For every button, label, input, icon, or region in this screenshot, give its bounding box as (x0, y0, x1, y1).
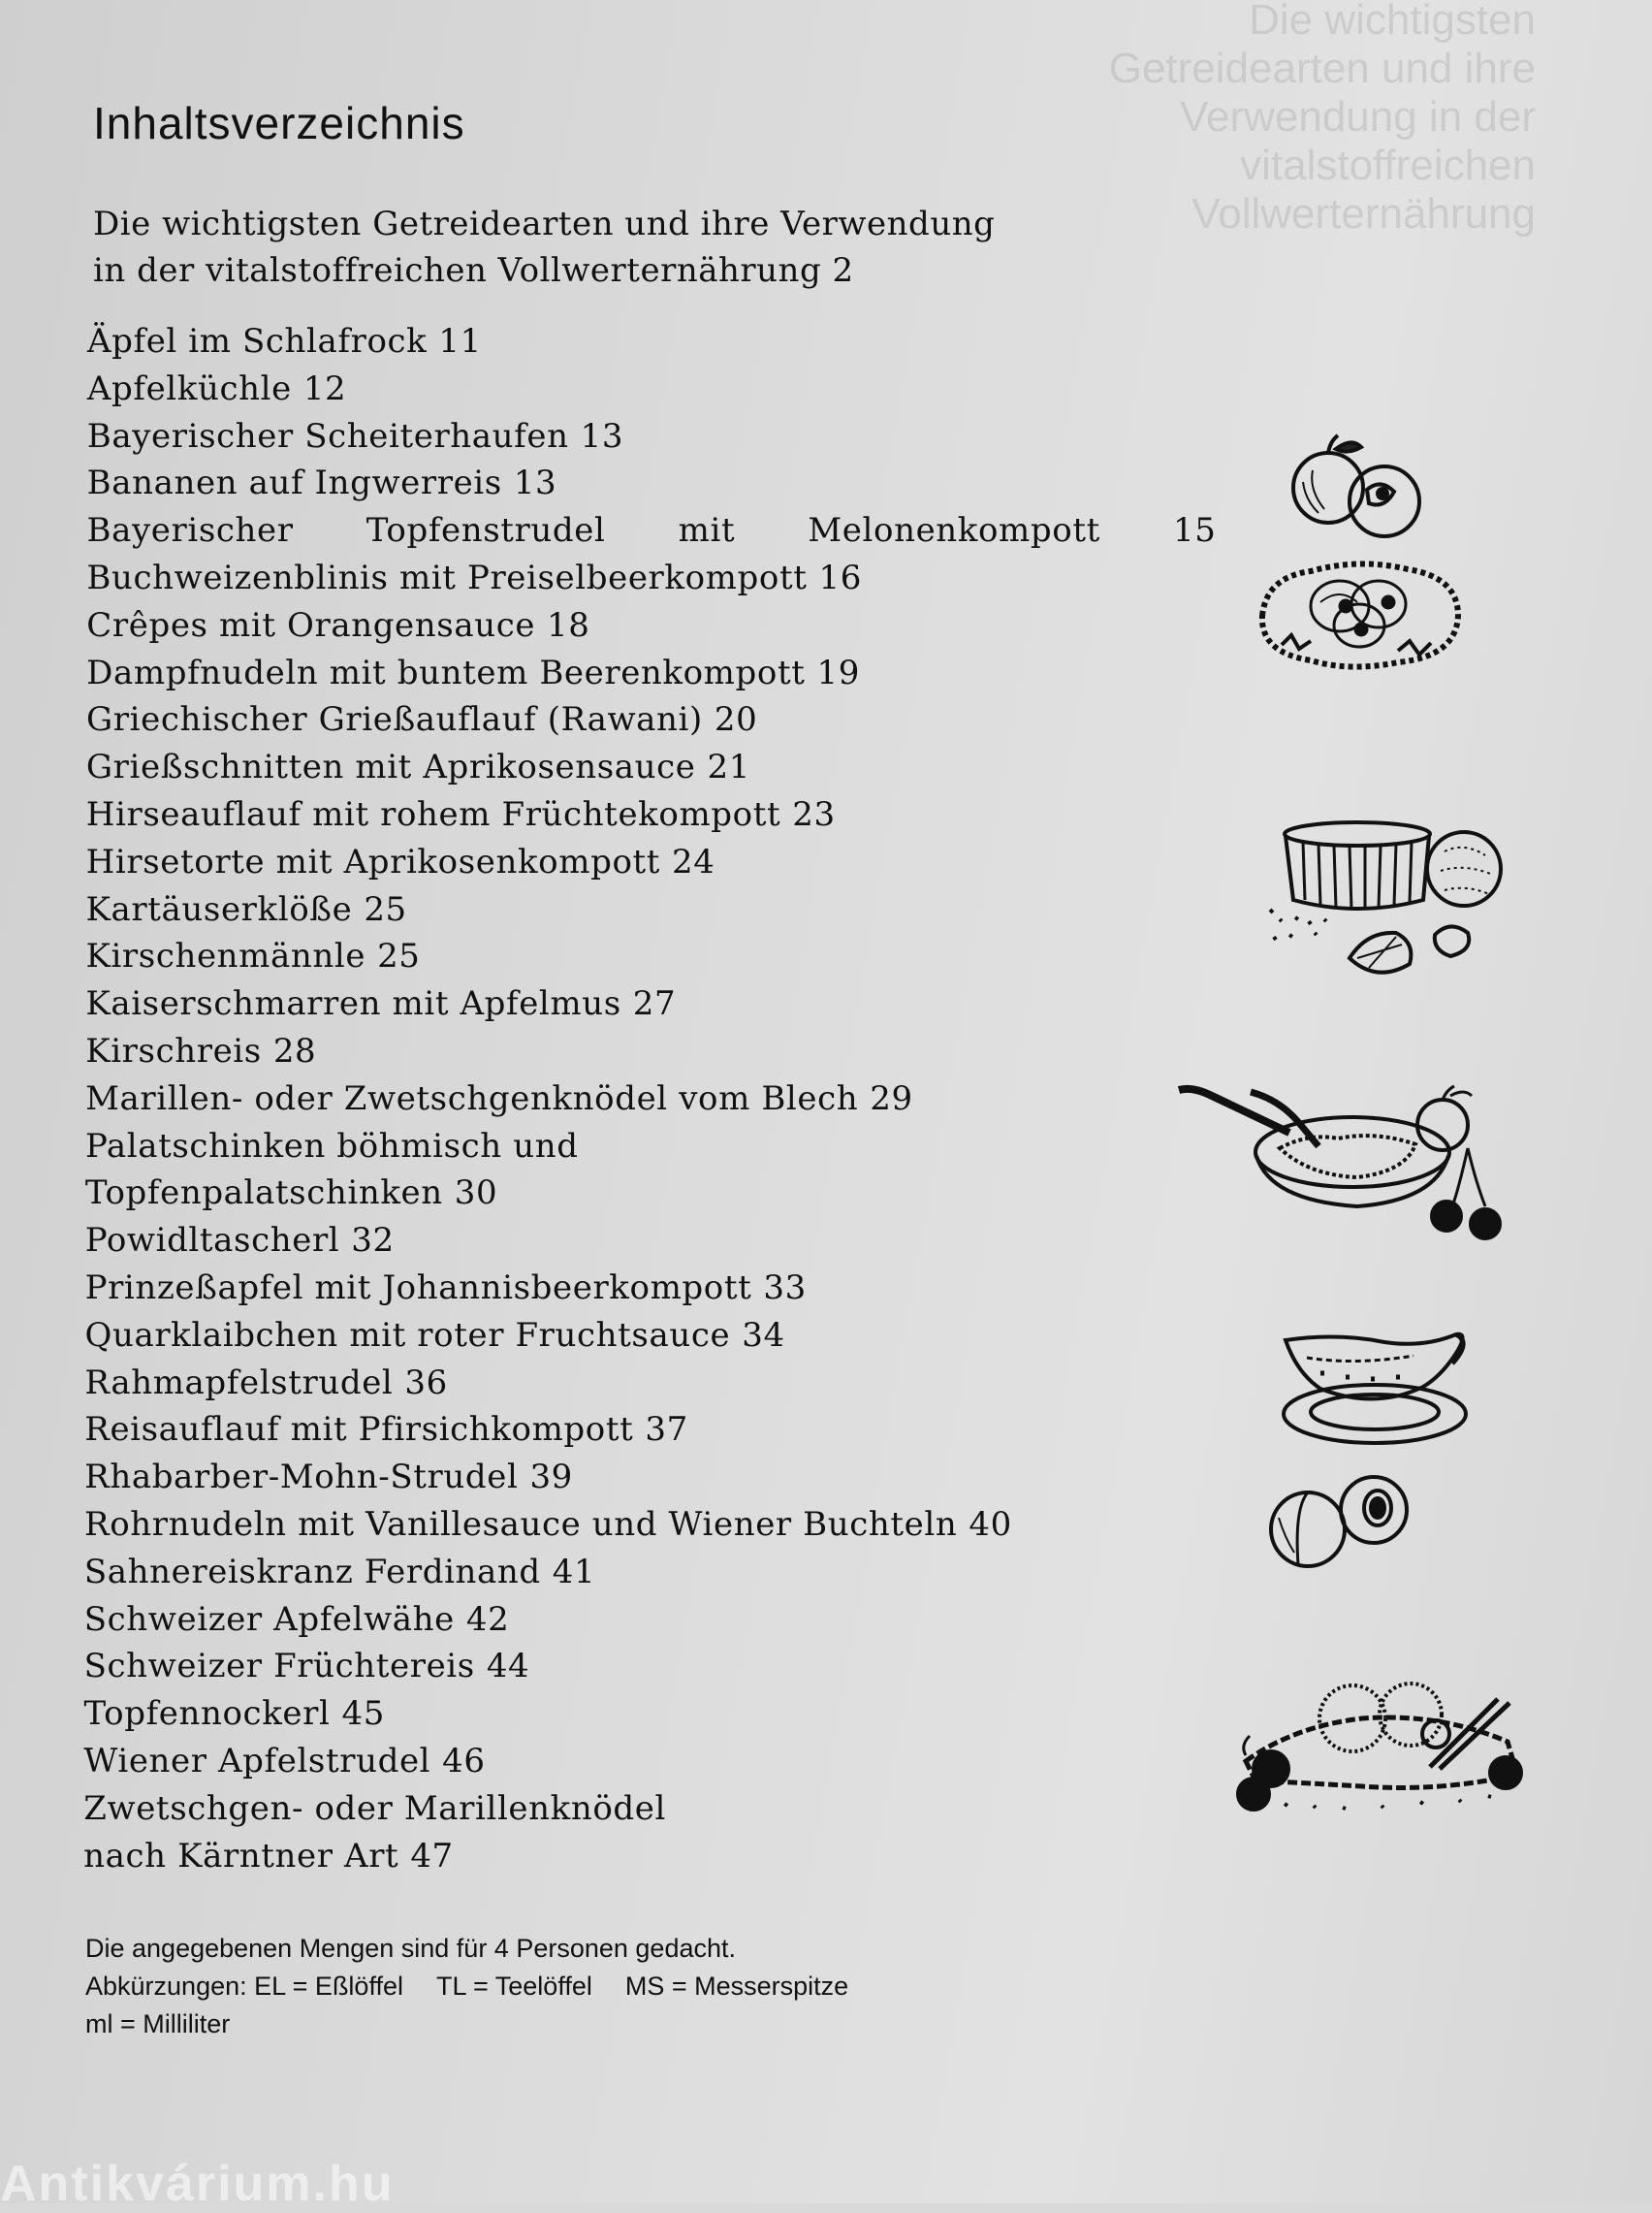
toc-entry-title: Äpfel im Schlafrock (87, 322, 428, 361)
toc-page-number: 42 (465, 1599, 510, 1639)
toc-page-number: 39 (529, 1458, 573, 1497)
toc-entry-title: Zwetschgen- oder Marillenknödel (83, 1788, 666, 1828)
toc-entry-word: Melonenkompott (808, 511, 1100, 551)
toc-entry-title: Rahmapfelstrudel (84, 1363, 394, 1402)
toc-entry-title: Dampfnudeln mit buntem Beerenkompott (86, 653, 806, 692)
toc-page-number: 23 (792, 794, 836, 834)
toc-entry-title: Hirsetorte mit Aprikosenkompott (85, 842, 661, 882)
toc-entry (84, 1360, 1248, 1407)
toc-entry-title: Palatschinken böhmisch und (84, 1126, 579, 1166)
toc-entry (85, 1170, 1249, 1217)
show-through-heading: Die wichtigsten Getreidearten und ihre Verwendung in der vitalstoffreichen Vollwerternährung (1108, 0, 1536, 238)
toc-page-number: 25 (377, 937, 421, 977)
toc-entry-title: Topfenpalatschinken (84, 1173, 443, 1213)
toc-entry (86, 650, 1250, 697)
toc-entry-title: Buchweizenblinis mit Preiselbeerkompott (86, 558, 808, 597)
toc-page-number: 16 (818, 558, 862, 597)
toc-entry-title: Sahnereiskranz Ferdinand (83, 1552, 541, 1591)
toc-entry-title: Bayerischer Scheiterhaufen (86, 416, 569, 456)
toc-entry-title: Rhabarber-Mohn-Strudel (84, 1458, 519, 1497)
toc-entry (86, 744, 1250, 791)
toc-page-number: 28 (272, 1031, 317, 1071)
intro-line-1: Die wichtigsten Getreidearten und ihre Verwendung (93, 205, 996, 243)
toc-entry-word: Topfenstrudel (365, 511, 606, 551)
toc-entry-title: Rohrnudeln mit Vanillesauce und Wiener Buchteln (84, 1504, 958, 1544)
toc-entry-title: Topfennockerl (83, 1694, 331, 1734)
toc-entry-title: Powidltascherl (84, 1221, 340, 1261)
toc-entry (84, 1596, 1248, 1644)
toc-page-number: 37 (645, 1410, 688, 1450)
toc-entry-title: Reisauflauf mit Pfirsichkompott (84, 1410, 634, 1450)
toc-entry (86, 791, 1250, 839)
toc-entry-title: Crêpes mit Orangensauce (86, 605, 536, 645)
toc-page-number: 21 (707, 748, 750, 787)
toc-page-number: 24 (672, 842, 715, 882)
toc-entry-title: Griechischer Grießauflauf (Rawani) (86, 700, 703, 740)
toc-entry (85, 1265, 1249, 1312)
toc-page-number: 19 (816, 653, 860, 692)
toc-entry-title: Kirschenmännle (85, 937, 366, 977)
toc-entry (86, 555, 1250, 602)
servings-note: Die angegebenen Mengen sind für 4 Personen gedacht. (85, 1934, 736, 1963)
toc-entry (86, 839, 1250, 886)
toc-entry-title: Prinzeßapfel mit Johannisbeerkompott (84, 1267, 752, 1307)
toc-entry (84, 1312, 1248, 1360)
toc-page-number: 13 (513, 464, 557, 503)
toc-page-number: 40 (969, 1504, 1012, 1544)
milliliter-note: ml = Milliliter (85, 2009, 231, 2038)
toc-entry (84, 1690, 1248, 1738)
toc-entry-title: Wiener Apfelstrudel (83, 1741, 431, 1780)
toc-page-number: 29 (870, 1078, 913, 1118)
toc-entry (83, 1738, 1247, 1785)
toc-page-number: 33 (763, 1267, 807, 1307)
toc-page-number: 44 (486, 1647, 530, 1686)
toc-entry-word: mit (678, 511, 736, 551)
toc-entry-title: Schweizer Apfelwähe (83, 1599, 455, 1639)
toc-page-number: 46 (442, 1741, 486, 1780)
toc-entry (84, 1454, 1248, 1501)
toc-page-number: 32 (351, 1221, 395, 1261)
toc-entry (85, 1123, 1249, 1171)
dumplings-illustration (1226, 1668, 1546, 1813)
toc-page-number: 25 (364, 889, 407, 929)
toc-entry-word: Bayerischer (86, 511, 294, 551)
toc-entry (87, 413, 1251, 461)
toc-page-number: 45 (341, 1694, 385, 1734)
toc-entry (86, 602, 1250, 650)
toc-page-number: 47 (410, 1836, 454, 1876)
toc-page-number: 41 (552, 1552, 596, 1591)
toc-page-number: 27 (632, 984, 677, 1024)
toc-entry (83, 1833, 1247, 1880)
toc-entry (84, 1501, 1248, 1549)
footnotes (85, 1930, 848, 2043)
toc-page-number: 11 (438, 322, 482, 361)
toc-page-number: 18 (547, 605, 590, 645)
toc-entry-title: Apfelküchle (86, 369, 292, 408)
toc-entry-title: Schweizer Früchtereis (83, 1647, 475, 1686)
page-title: Inhaltsverzeichnis (93, 98, 465, 148)
toc-page-number: 30 (454, 1173, 498, 1213)
abbreviations: Abkürzungen: EL = Eßlöffel TL = Teelöffel MS = Messerspitze (85, 1972, 849, 2001)
toc-entry (87, 507, 1217, 555)
toc-page-number: 15 (1173, 511, 1217, 551)
apples-illustration (1280, 432, 1435, 543)
baked-dish-illustration (1260, 813, 1512, 987)
toc-entry-title: Marillen- oder Zwetschgenknödel vom Blech (85, 1078, 859, 1118)
table-of-contents (83, 318, 1251, 1879)
crepes-plate-illustration (1253, 548, 1466, 674)
toc-entry (84, 1406, 1248, 1454)
toc-page-number: 12 (302, 369, 347, 408)
peaches-illustration (1265, 1469, 1420, 1576)
toc-entry (85, 1075, 1249, 1123)
toc-page-number: 20 (714, 700, 758, 740)
toc-page-number: 36 (404, 1363, 448, 1402)
frying-pan-illustration (1173, 1084, 1512, 1249)
toc-entry (85, 933, 1249, 980)
toc-page-number: 13 (580, 416, 624, 456)
toc-entry (83, 1785, 1247, 1833)
toc-entry (84, 1643, 1248, 1690)
toc-entry (85, 1028, 1249, 1075)
toc-entry (87, 460, 1251, 507)
intro-page-number: 2 (832, 251, 854, 290)
watermark: Antikvárium.hu (0, 2156, 395, 2212)
toc-entry (87, 318, 1251, 366)
toc-entry-title: Grießschnitten mit Aprikosensauce (85, 748, 696, 787)
toc-entry-title: Kartäuserklöße (85, 889, 353, 929)
toc-entry (84, 1549, 1248, 1596)
toc-entry (85, 1217, 1249, 1265)
intro-line-2: in der vitalstoffreichen Vollwerternährung 2 (93, 251, 854, 290)
toc-page-number: 34 (742, 1315, 785, 1355)
toc-entry-title: Kaiserschmarren mit Apfelmus (85, 984, 621, 1024)
toc-entry-title: Kirschreis (85, 1031, 262, 1071)
toc-entry-title: Bananen auf Ingwerreis (86, 464, 502, 503)
toc-entry (86, 886, 1250, 934)
sauce-boat-illustration (1278, 1321, 1472, 1449)
intro-entry (93, 201, 1121, 294)
toc-entry-title: nach Kärntner Art (83, 1836, 399, 1876)
toc-entry (86, 696, 1250, 744)
toc-entry-title: Hirseauflauf mit rohem Früchtekompott (85, 794, 781, 834)
toc-entry (87, 366, 1251, 413)
toc-entry-title: Quarklaibchen mit roter Fruchtsauce (84, 1315, 731, 1355)
toc-entry (85, 980, 1249, 1028)
